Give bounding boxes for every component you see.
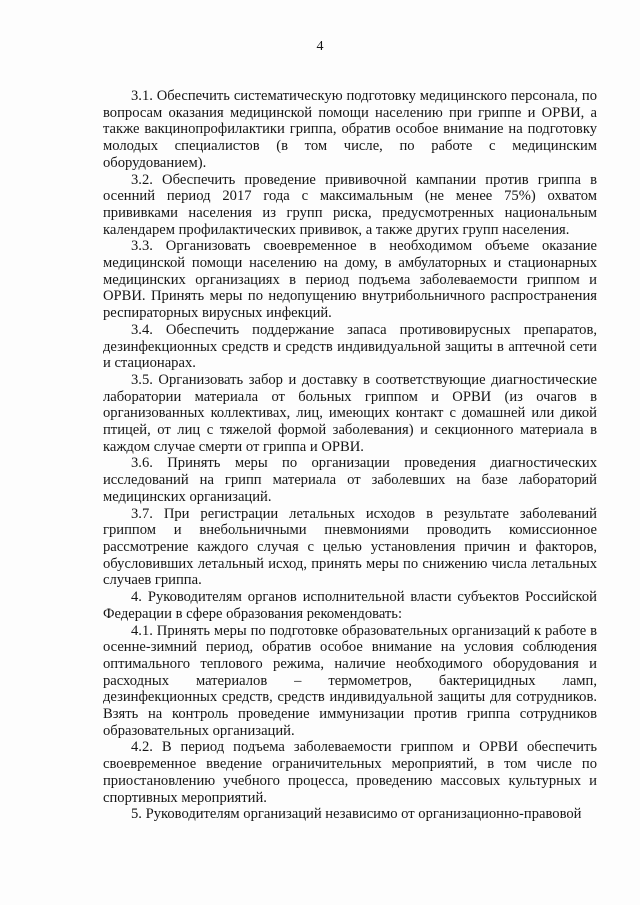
paragraph-4-2: 4.2. В период подъема заболеваемости гриппом и ОРВИ обеспечить своевременное введение ограничительных мероприятий, в том числе по приостановлению учебного процесса, проведению массовых культурных и спортивных мероприятий. [103, 739, 597, 806]
paragraph-5: 5. Руководителям организаций независимо от организационно-правовой [131, 806, 582, 823]
paragraph-3-6: 3.6. Принять меры по организации проведения диагностических исследований на грипп материала от заболевших на базе лабораторий медицинских организаций. [103, 455, 597, 505]
document-body [103, 88, 597, 823]
paragraph-3-5: 3.5. Организовать забор и доставку в соответствующие диагностические лаборатории материала от больных гриппом и ОРВИ (из очагов в организованных коллективах, лиц, имеющих контакт с домашней или дикой птицей, от лиц с тяжелой формой заболевания) и секционного материала в каждом случае смерти от гриппа и ОРВИ. [103, 371, 597, 455]
paragraph-3-4: 3.4. Обеспечить поддержание запаса противовирусных препаратов, дезинфекционных средств и средств индивидуальной защиты в аптечной сети и стационарах. [103, 321, 597, 372]
paragraph-3-7: 3.7. При регистрации летальных исходов в результате заболеваний гриппом и внебольничными пневмониями проводить комиссионное рассмотрение каждого случая с целью установления причин и факторов, обусловивших летальный исход, принять меры по снижению числа летальных случаев гриппа. [103, 505, 597, 589]
page-number: 4 [316, 39, 324, 54]
paragraph-4: 4. Руководителям органов исполнительной власти субъектов Российской Федерации в сфере образования рекомендовать: [103, 589, 597, 622]
paragraph-3-2: 3.2. Обеспечить проведение прививочной кампании против гриппа в осенний период 2017 года с максимальным (не менее 75%) охватом прививками населения из групп риска, предусмотренных национальным календарем профилактических прививок, а также других групп населения. [103, 171, 597, 238]
paragraph-3-3: 3.3. Организовать своевременное в необходимом объеме оказание медицинской помощи населению на дому, в амбулаторных и стационарных медицинских организациях в период подъема заболеваемости гриппом и ОРВИ. Принять меры по недопущению внутрибольничного распространения респираторных вирусных инфекций. [103, 238, 597, 322]
paragraph-3-1: 3.1. Обеспечить систематическую подготовку медицинского персонала, по вопросам оказания медицинской помощи населению при гриппе и ОРВИ, а также вакцинопрофилактики гриппа, обратив особое внимание на подготовку молодых специалистов (в том числе, по работе с медицинским оборудованием). [103, 88, 597, 171]
paragraph-4-1: 4.1. Принять меры по подготовке образовательных организаций к работе в осенне-зимний период, обратив особое внимание на условия соблюдения оптимального теплового режима, наличие необходимого оборудования и расходных материалов – термометров, бактерицидных ламп, дезинфекционных средств, средств индивидуальной защиты для сотрудников. Взять на контроль проведение иммунизации против гриппа сотрудников образовательных организаций. [103, 622, 597, 739]
